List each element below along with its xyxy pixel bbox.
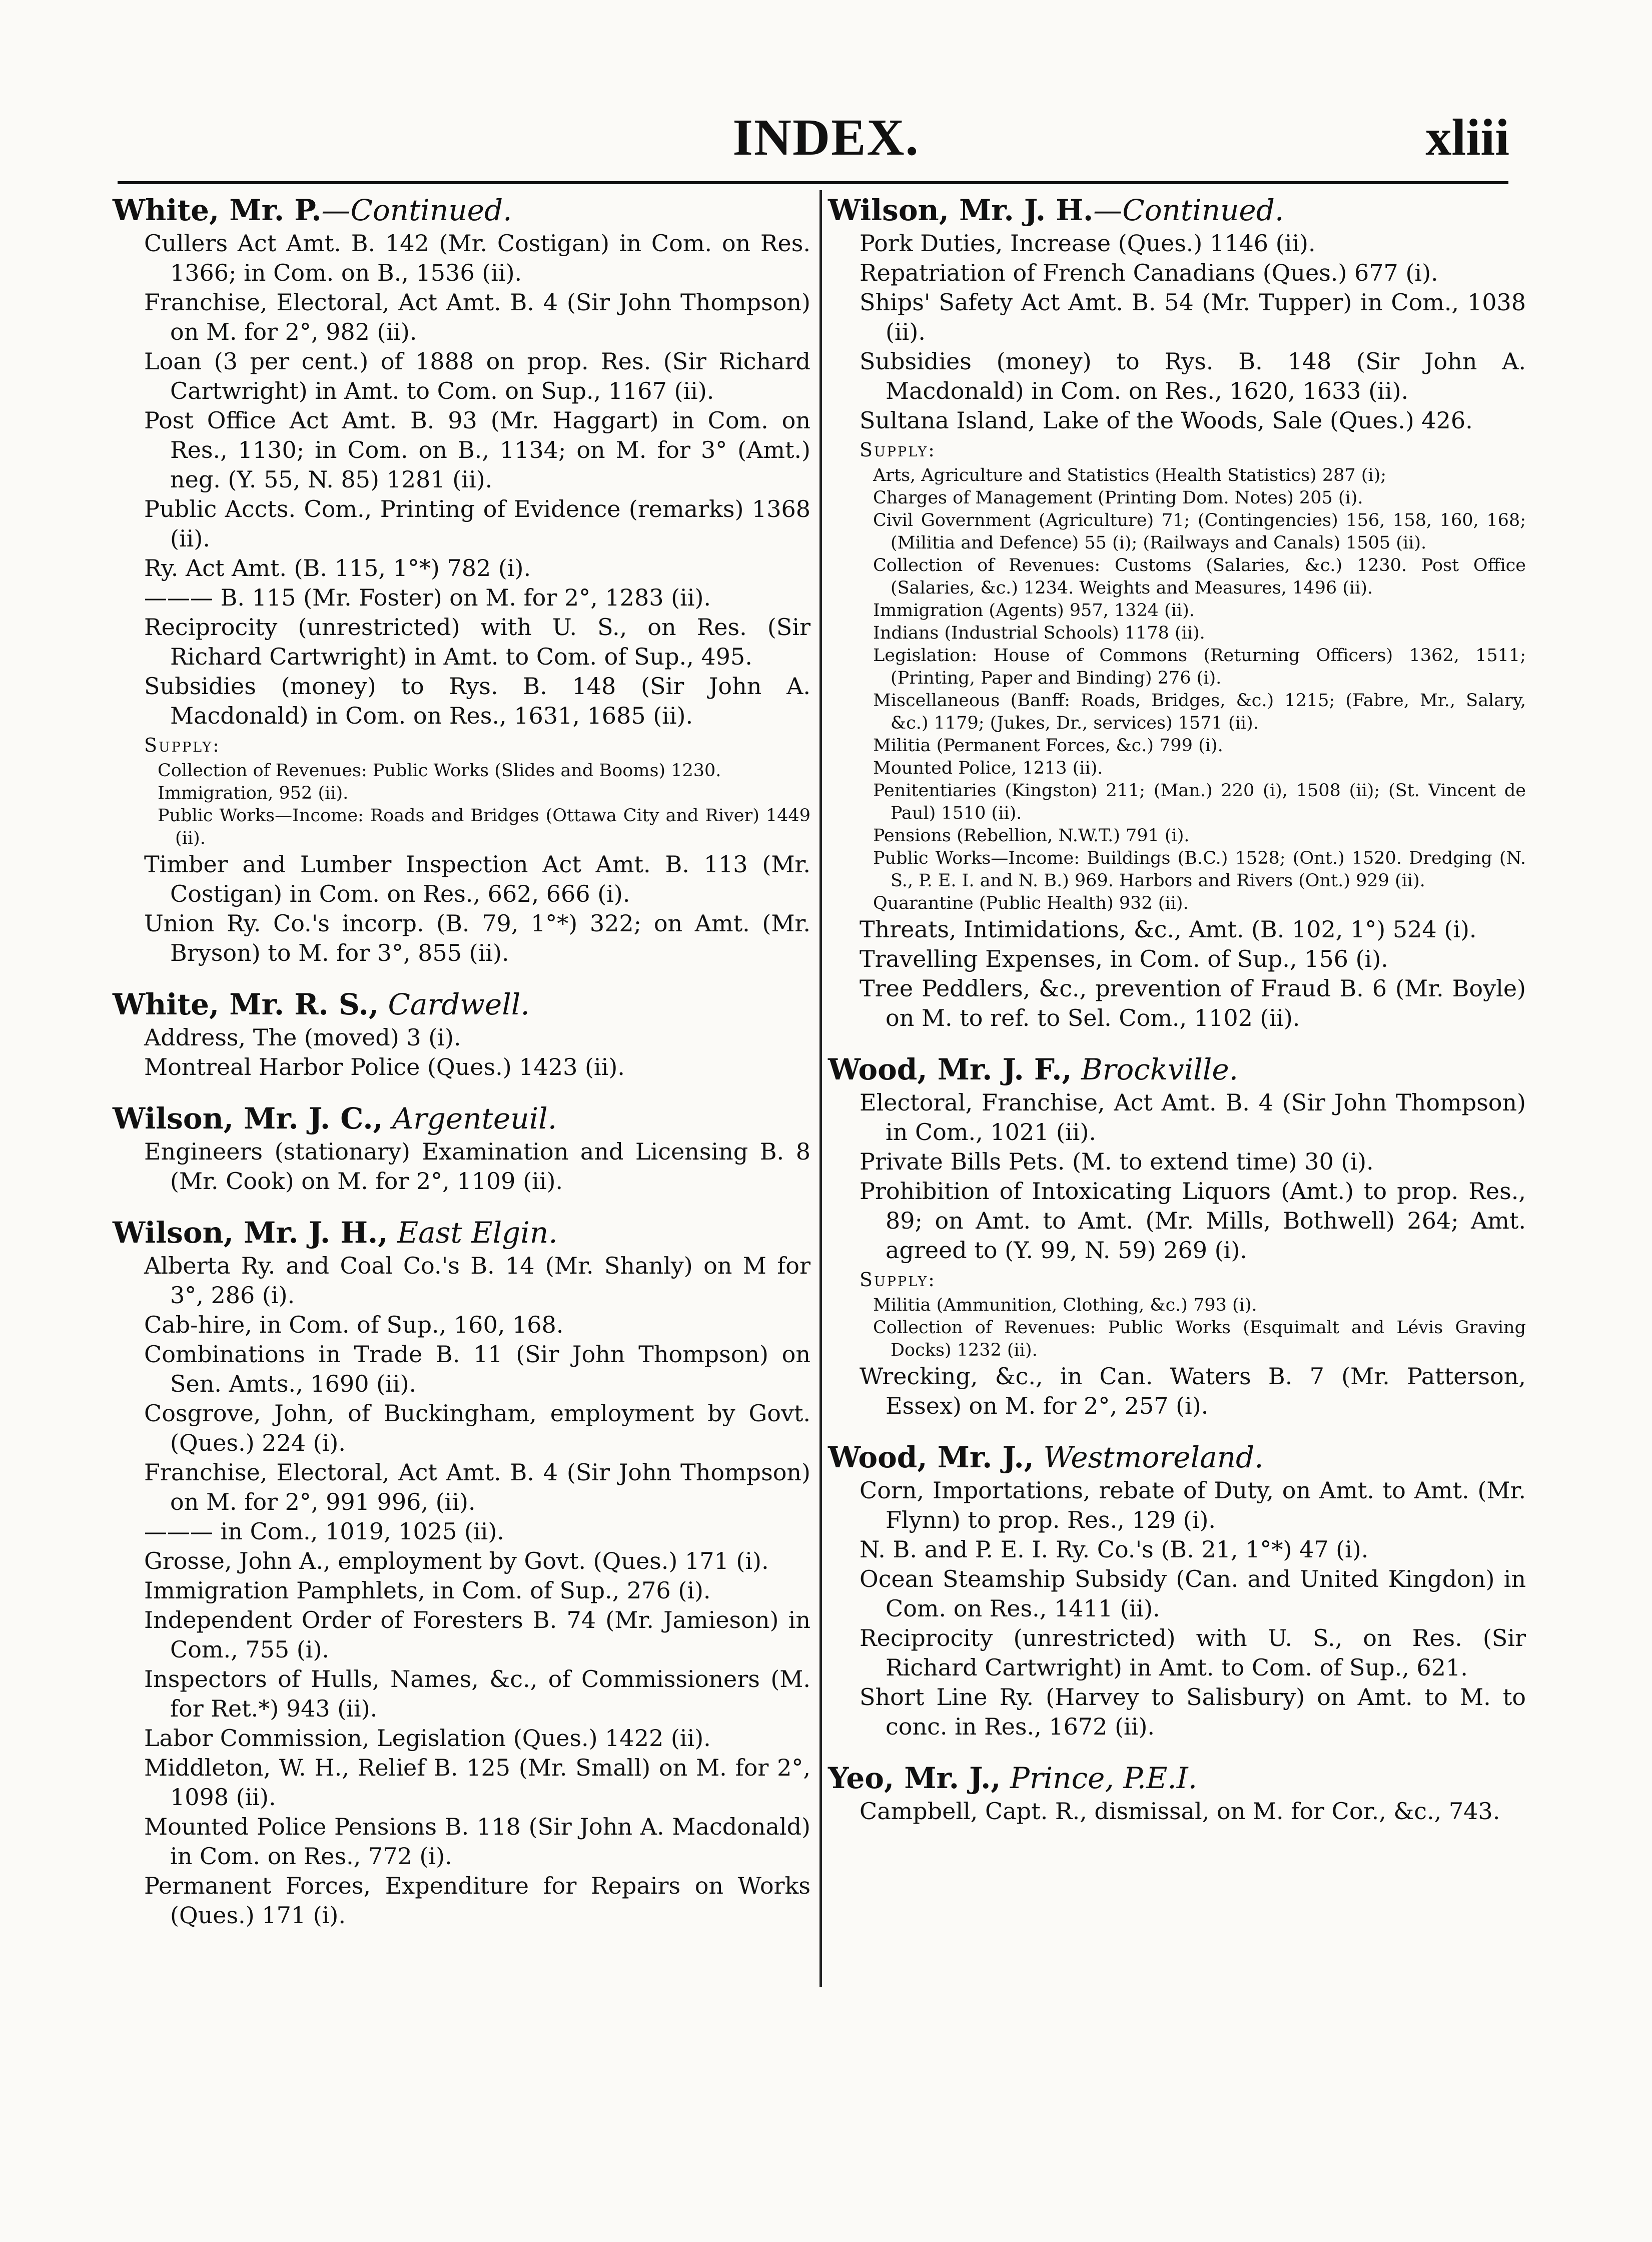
entry-item: Electoral, Franchise, Act Amt. B. 4 (Sir John Thompson) in Com., 1021 (ii). bbox=[860, 1089, 1526, 1146]
supply-item: Pensions (Rebellion, N.W.T.) 791 (i). bbox=[873, 826, 1190, 846]
supply-label: Supply: bbox=[144, 734, 221, 756]
entry-item: ——— B. 115 (Mr. Foster) on M. for 2°, 1283 (ii). bbox=[144, 584, 711, 611]
page-header bbox=[0, 108, 1652, 166]
supply-item: Militia (Permanent Forces, &c.) 799 (i). bbox=[873, 736, 1223, 756]
entry-name: Wilson, Mr. J. C., bbox=[113, 1101, 383, 1136]
entry-heading bbox=[113, 987, 810, 1022]
index-entry bbox=[113, 987, 810, 1082]
entry-item: Subsidies (money) to Rys. B. 148 (Sir John A. Macdonald) in Com. on Res., 1631, 1685 (ii). bbox=[144, 673, 810, 729]
entry-item: Loan (3 per cent.) of 1888 on prop. Res. (Sir Richard Cartwright) in Amt. to Com. on Sup., 1167 (ii). bbox=[144, 348, 810, 404]
index-entry bbox=[828, 193, 1526, 1033]
entry-item: Public Accts. Com., Printing of Evidence (remarks) 1368 (ii). bbox=[144, 495, 810, 552]
entry-riding: —Continued. bbox=[321, 193, 512, 227]
entry-item: Ry. Act Amt. (B. 115, 1°*) 782 (i). bbox=[144, 554, 531, 582]
entry-name: Wood, Mr. J., bbox=[828, 1440, 1034, 1474]
page-number: xliii bbox=[1425, 109, 1509, 166]
index-entry bbox=[828, 1440, 1526, 1742]
entry-item: Montreal Harbor Police (Ques.) 1423 (ii). bbox=[144, 1053, 625, 1080]
entry-item: Prohibition of Intoxicating Liquors (Amt.) to prop. Res., 89; on Amt. to Amt. (Mr. Mills, Bothwell) 264; Amt. agreed to (Y. 99, N. 59) 269 (i). bbox=[860, 1178, 1526, 1264]
entry-item: Private Bills Pets. (M. to extend time) 30 (i). bbox=[860, 1148, 1374, 1175]
entry-item: Timber and Lumber Inspection Act Amt. B. 113 (Mr. Costigan) in Com. on Res., 662, 666 (i). bbox=[144, 851, 810, 907]
entry-item: Grosse, John A., employment by Govt. (Ques.) 171 (i). bbox=[144, 1547, 769, 1574]
entry-item: ——— in Com., 1019, 1025 (ii). bbox=[144, 1518, 504, 1545]
entry-heading bbox=[828, 1052, 1526, 1087]
entry-item: Reciprocity (unrestricted) with U. S., on Res. (Sir Richard Cartwright) in Amt. to Com. of Sup., 621. bbox=[860, 1624, 1526, 1681]
supply-item: Collection of Revenues: Public Works (Esquimalt and Lévis Graving Docks) 1232 (ii). bbox=[873, 1318, 1526, 1360]
entry-item: Permanent Forces, Expenditure for Repairs on Works (Ques.) 171 (i). bbox=[144, 1872, 810, 1929]
entry-riding: Brockville. bbox=[1081, 1052, 1239, 1086]
entry-heading bbox=[113, 1101, 810, 1136]
entry-item: Middleton, W. H., Relief B. 125 (Mr. Small) on M. for 2°, 1098 (ii). bbox=[144, 1754, 810, 1811]
entry-item: Wrecking, &c., in Can. Waters B. 7 (Mr. Patterson, Essex) on M. for 2°, 257 (i). bbox=[860, 1363, 1526, 1419]
index-entry bbox=[113, 193, 810, 968]
entry-item: Post Office Act Amt. B. 93 (Mr. Haggart) in Com. on Res., 1130; in Com. on B., 1134; on M. for 3° (Amt.) neg. (Y. 55, N. 85) 1281 (ii). bbox=[144, 407, 810, 493]
supply-item: Militia (Ammunition, Clothing, &c.) 793 (i). bbox=[873, 1295, 1257, 1315]
entry-item: Travelling Expenses, in Com. of Sup., 156 (i). bbox=[860, 945, 1388, 972]
entry-name: Yeo, Mr. J., bbox=[828, 1761, 1001, 1795]
entry-item: Engineers (stationary) Examination and Licensing B. 8 (Mr. Cook) on M. for 2°, 1109 (ii). bbox=[144, 1138, 810, 1195]
supply-item: Civil Government (Agriculture) 71; (Contingencies) 156, 158, 160, 168; (Militia and Defence) 55 (i); (Railways and Canals) 1505 (ii). bbox=[873, 510, 1526, 553]
entry-riding: Cardwell. bbox=[388, 987, 530, 1021]
entry-item: Campbell, Capt. R., dismissal, on M. for Cor., &c., 743. bbox=[860, 1798, 1500, 1825]
entry-item: Cosgrove, John, of Buckingham, employment by Govt. (Ques.) 224 (i). bbox=[144, 1400, 810, 1456]
index-entry bbox=[113, 1215, 810, 1930]
supply-item: Immigration (Agents) 957, 1324 (ii). bbox=[873, 601, 1195, 621]
index-entry bbox=[828, 1052, 1526, 1421]
supply-item: Penitentiaries (Kingston) 211; (Man.) 220 (i), 1508 (ii); (St. Vincent de Paul) 1510 (ii). bbox=[873, 781, 1526, 823]
entry-item: Union Ry. Co.'s incorp. (B. 79, 1°*) 322; on Amt. (Mr. Bryson) to M. for 3°, 855 (ii). bbox=[144, 910, 810, 966]
entry-item: N. B. and P. E. I. Ry. Co.'s (B. 21, 1°*) 47 (i). bbox=[860, 1536, 1369, 1563]
supply-item: Legislation: House of Commons (Returning Officers) 1362, 1511; (Printing, Paper and Binding) 276 (i). bbox=[873, 646, 1526, 688]
entry-riding: —Continued. bbox=[1093, 193, 1284, 227]
entry-item: Cab-hire, in Com. of Sup., 160, 168. bbox=[144, 1311, 564, 1338]
entry-item: Franchise, Electoral, Act Amt. B. 4 (Sir John Thompson) on M. for 2°, 982 (ii). bbox=[144, 289, 810, 345]
entry-riding: East Elgin. bbox=[397, 1216, 558, 1250]
entry-riding: Prince, P.E.I. bbox=[1010, 1761, 1198, 1795]
entry-item: Immigration Pamphlets, in Com. of Sup., 276 (i). bbox=[144, 1577, 711, 1604]
entry-item: Ocean Steamship Subsidy (Can. and United Kingdon) in Com. on Res., 1411 (ii). bbox=[860, 1565, 1526, 1622]
header-rule bbox=[118, 181, 1508, 184]
entry-item: Combinations in Trade B. 11 (Sir John Thompson) on Sen. Amts., 1690 (ii). bbox=[144, 1341, 810, 1397]
entry-name: White, Mr. R. S., bbox=[113, 987, 379, 1021]
entry-item: Franchise, Electoral, Act Amt. B. 4 (Sir John Thompson) on M. for 2°, 991 996, (ii). bbox=[144, 1459, 810, 1515]
entry-item: Short Line Ry. (Harvey to Salisbury) on Amt. to M. to conc. in Res., 1672 (ii). bbox=[860, 1684, 1526, 1740]
entry-item: Inspectors of Hulls, Names, &c., of Commissioners (M. for Ret.*) 943 (ii). bbox=[144, 1665, 810, 1722]
right-column bbox=[828, 193, 1526, 1845]
entry-item: Address, The (moved) 3 (i). bbox=[144, 1024, 461, 1051]
entry-item: Alberta Ry. and Coal Co.'s B. 14 (Mr. Shanly) on M for 3°, 286 (i). bbox=[144, 1252, 810, 1309]
entry-heading bbox=[828, 193, 1526, 228]
supply-item: Indians (Industrial Schools) 1178 (ii). bbox=[873, 623, 1205, 643]
entry-heading bbox=[113, 1215, 810, 1250]
entry-heading bbox=[828, 1440, 1526, 1475]
supply-item: Charges of Management (Printing Dom. Notes) 205 (i). bbox=[873, 488, 1363, 508]
entry-item: Tree Peddlers, &c., prevention of Fraud B. 6 (Mr. Boyle) on M. to ref. to Sel. Com., 1102 (ii). bbox=[860, 975, 1526, 1031]
supply-item: Mounted Police, 1213 (ii). bbox=[873, 758, 1103, 778]
entry-item: Mounted Police Pensions B. 118 (Sir John A. Macdonald) in Com. on Res., 772 (i). bbox=[144, 1813, 810, 1870]
entry-item: Repatriation of French Canadians (Ques.) 677 (i). bbox=[860, 259, 1438, 286]
entry-item: Corn, Importations, rebate of Duty, on Amt. to Amt. (Mr. Flynn) to prop. Res., 129 (i). bbox=[860, 1477, 1526, 1533]
entry-item: Labor Commission, Legislation (Ques.) 1422 (ii). bbox=[144, 1725, 711, 1752]
entry-item: Pork Duties, Increase (Ques.) 1146 (ii). bbox=[860, 230, 1316, 257]
supply-item: Collection of Revenues: Customs (Salaries, &c.) 1230. Post Office (Salaries, &c.) 1234. Weights and Measures, 1496 (ii). bbox=[873, 555, 1526, 598]
entry-heading bbox=[828, 1761, 1526, 1796]
entry-name: White, Mr. P. bbox=[113, 193, 322, 227]
entry-riding: Westmoreland. bbox=[1043, 1440, 1264, 1474]
entry-name: Wilson, Mr. J. H. bbox=[828, 193, 1094, 227]
supply-label: Supply: bbox=[860, 439, 936, 461]
supply-item: Immigration, 952 (ii). bbox=[158, 783, 349, 803]
column-divider bbox=[819, 190, 822, 1987]
entry-item: Cullers Act Amt. B. 142 (Mr. Costigan) in Com. on Res. 1366; in Com. on B., 1536 (ii). bbox=[144, 230, 810, 286]
supply-item: Public Works—Income: Buildings (B.C.) 1528; (Ont.) 1520. Dredging (N. S., P. E. I. and N. B.) 969. Harbors and Rivers (Ont.) 929 (ii). bbox=[873, 848, 1526, 891]
entry-item: Independent Order of Foresters B. 74 (Mr. Jamieson) in Com., 755 (i). bbox=[144, 1606, 810, 1663]
entry-item: Subsidies (money) to Rys. B. 148 (Sir John A. Macdonald) in Com. on Res., 1620, 1633 (ii). bbox=[860, 348, 1526, 404]
supply-item: Collection of Revenues: Public Works (Slides and Booms) 1230. bbox=[158, 761, 721, 781]
entry-item: Ships' Safety Act Amt. B. 54 (Mr. Tupper) in Com., 1038 (ii). bbox=[860, 289, 1526, 345]
index-entry bbox=[828, 1761, 1526, 1826]
entry-name: Wilson, Mr. J. H., bbox=[113, 1216, 388, 1250]
entry-name: Wood, Mr. J. F., bbox=[828, 1052, 1072, 1086]
supply-label: Supply: bbox=[860, 1269, 936, 1291]
supply-item: Miscellaneous (Banff: Roads, Bridges, &c.) 1215; (Fabre, Mr., Salary, &c.) 1179; (Jukes, Dr., services) 1571 (ii). bbox=[873, 691, 1526, 733]
supply-item: Arts, Agriculture and Statistics (Health Statistics) 287 (i); bbox=[873, 465, 1387, 485]
entry-heading bbox=[113, 193, 810, 228]
entry-item: Sultana Island, Lake of the Woods, Sale (Ques.) 426. bbox=[860, 407, 1473, 434]
page-title: INDEX. bbox=[732, 109, 920, 166]
entry-item: Reciprocity (unrestricted) with U. S., on Res. (Sir Richard Cartwright) in Amt. to Com. of Sup., 495. bbox=[144, 614, 810, 670]
entry-item: Threats, Intimidations, &c., Amt. (B. 102, 1°) 524 (i). bbox=[860, 916, 1477, 943]
supply-item: Public Works—Income: Roads and Bridges (Ottawa City and River) 1449 (ii). bbox=[158, 806, 810, 848]
index-entry bbox=[113, 1101, 810, 1196]
supply-item: Quarantine (Public Health) 932 (ii). bbox=[873, 893, 1189, 913]
entry-riding: Argenteuil. bbox=[392, 1101, 557, 1136]
left-column bbox=[113, 193, 810, 1949]
